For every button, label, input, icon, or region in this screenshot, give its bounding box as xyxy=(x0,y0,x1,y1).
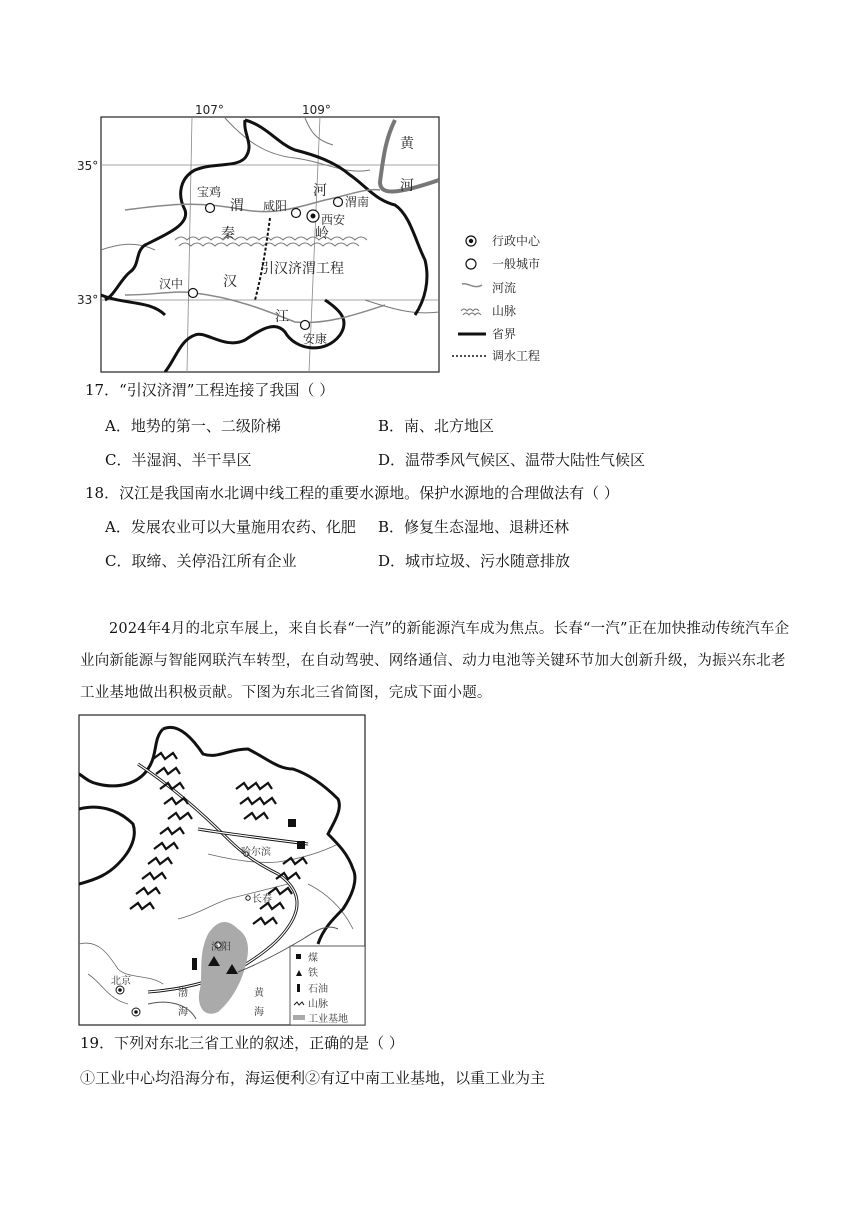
lon-107: 107° xyxy=(195,103,224,117)
sea-bo-hai: 海 xyxy=(178,1007,188,1018)
label-han: 汉 xyxy=(223,274,237,290)
q17-option-a[interactable]: A．地势的第一、二级阶梯 xyxy=(105,417,281,435)
city-hanzhong: 汉中 xyxy=(159,277,184,291)
city-ankang: 安康 xyxy=(303,332,328,346)
legend-industrial-base: 工业基地 xyxy=(308,1014,348,1025)
city-harbin: 哈尔滨 xyxy=(241,847,271,858)
legend-capital: 行政中心 xyxy=(492,234,541,248)
sea-huang-hai: 海 xyxy=(254,1007,264,1018)
legend-diversion: 调水工程 xyxy=(492,349,541,363)
oil-marker xyxy=(192,958,197,970)
northeast-map xyxy=(78,714,368,1028)
legend-border: 省界 xyxy=(492,327,517,341)
label-jiang: 江 xyxy=(275,309,289,325)
sea-huang: 黄 xyxy=(254,988,264,999)
q18-stem: 18．汉江是我国南水北调中线工程的重要水源地。保护水源地的合理做法有（ ） xyxy=(85,484,619,502)
lat-35: 35° xyxy=(77,159,99,173)
city-baoji: 宝鸡 xyxy=(197,185,222,199)
legend-coal: 煤 xyxy=(308,953,318,964)
coal-marker xyxy=(297,841,305,849)
q17-option-d[interactable]: D．温带季风气候区、温带大陆性气候区 xyxy=(378,451,646,469)
legend-iron: 铁 xyxy=(308,968,318,979)
city-beijing: 北京 xyxy=(111,976,131,987)
q17-option-b[interactable]: B．南、北方地区 xyxy=(378,417,495,435)
city-shenyang: 沈阳 xyxy=(211,942,231,953)
lon-109: 109° xyxy=(302,103,331,117)
q17-stem: 17．“引汉济渭”工程连接了我国（ ） xyxy=(85,381,335,399)
legend-river: 河流 xyxy=(492,281,517,295)
sea-bo: 渤 xyxy=(178,988,188,999)
map-frame xyxy=(101,117,439,372)
q18-option-a[interactable]: A．发展农业可以大量施用农药、化肥 xyxy=(105,518,356,536)
q18-option-c[interactable]: C．取缔、关停沿江所有企业 xyxy=(105,552,297,570)
label-qin: 秦 xyxy=(221,226,235,242)
label-ling: 岭 xyxy=(315,226,329,242)
legend-oil: 石油 xyxy=(308,984,328,995)
q19-stem: 19．下列对东北三省工业的叙述，正确的是（ ） xyxy=(80,1034,404,1052)
q17-option-c[interactable]: C．半湿润、半干旱区 xyxy=(105,451,252,469)
q18-option-b[interactable]: B．修复生态湿地、退耕还林 xyxy=(378,518,570,536)
shaanxi-map xyxy=(77,100,465,375)
label-project: 引汉济渭工程 xyxy=(260,261,344,277)
city-weinan: 渭南 xyxy=(345,195,370,209)
city-xianyang: 咸阳 xyxy=(263,199,288,213)
lat-33: 33° xyxy=(77,293,99,307)
coal-marker xyxy=(288,819,296,827)
legend-mountain2: 山脉 xyxy=(308,999,328,1010)
legend-mountain: 山脉 xyxy=(492,304,517,318)
city-changchun: 长春 xyxy=(252,894,272,905)
q19-statement-1-2: ①工业中心均沿海分布，海运便利②有辽中南工业基地，以重工业为主 xyxy=(80,1069,546,1087)
legend-city: 一般城市 xyxy=(492,257,541,271)
map1-legend xyxy=(450,230,560,370)
label-he1: 河 xyxy=(400,178,414,194)
label-wei: 渭 xyxy=(230,198,244,214)
passage: 2024年4月的北京车展上，来自长春“一汽”的新能源汽车成为焦点。长春“一汽”正在加快推动传统汽车企业向新能源与智能网联汽车转型，在自动驾驶、网络通信、动力电池等关键环节加大创新升级，为振兴东北老工业基地做出积极贡献。下图为东北三省简图，完成下面小题。 xyxy=(80,621,790,701)
label-he2: 河 xyxy=(313,183,327,199)
label-huang: 黄 xyxy=(400,136,414,152)
q18-option-d[interactable]: D．城市垃圾、污水随意排放 xyxy=(378,552,571,570)
city-xian: 西安 xyxy=(321,213,346,227)
